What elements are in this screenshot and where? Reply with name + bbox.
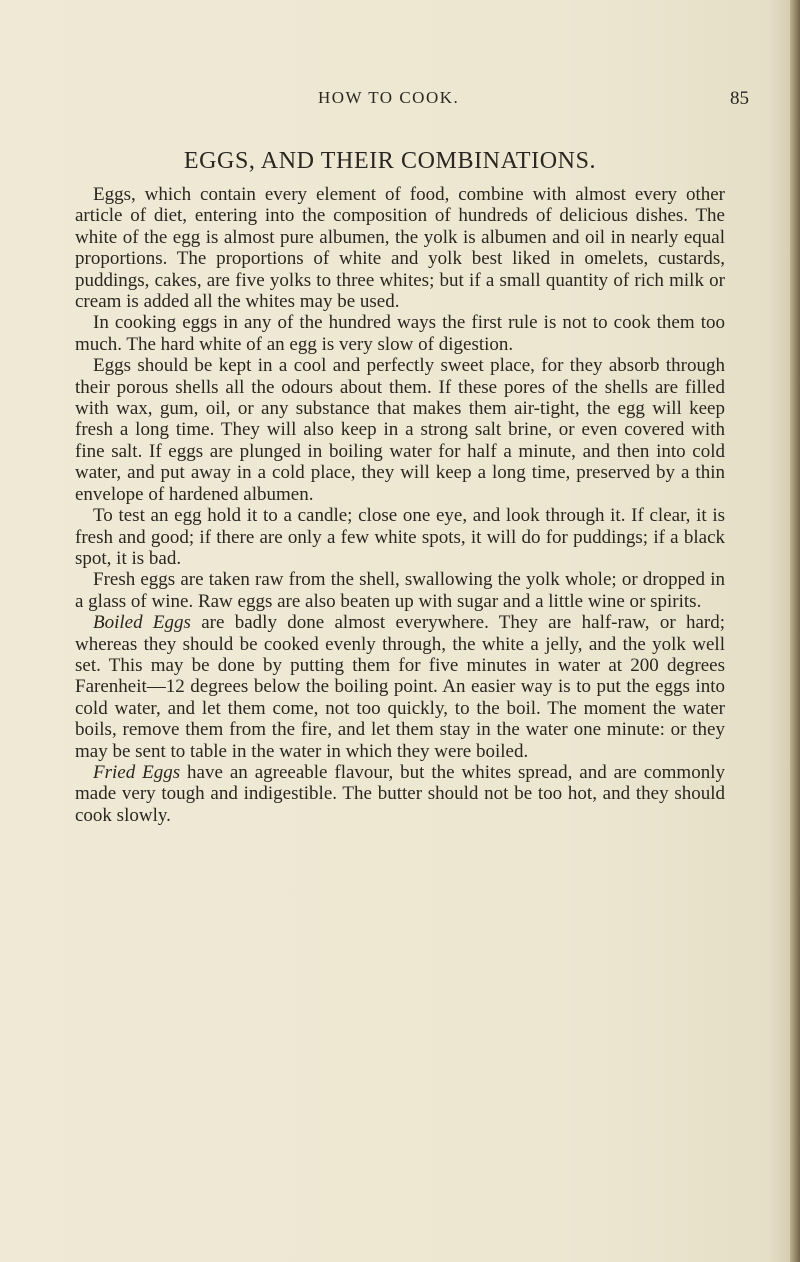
paragraph: Fresh eggs are taken raw from the shell, swallowing the yolk whole; or dropped in a glass of wine. Raw eggs are also beaten up with sugar and a little wine or spirits. [75, 569, 725, 612]
running-head [0, 88, 800, 114]
italic-lead: Fried Eggs [93, 761, 181, 783]
body-text [75, 184, 725, 826]
paragraph: In cooking eggs in any of the hundred ways the first rule is not to cook them too much. The hard white of an egg is very slow of digestion. [75, 312, 725, 355]
running-title: HOW TO COOK. [318, 88, 460, 107]
paragraph: To test an egg hold it to a candle; close one eye, and look through it. If clear, it is fresh and good; if there are only a few white spots, it will do for puddings; if a black spot, it is bad. [75, 505, 725, 569]
page-edge-shadow [790, 0, 800, 1262]
paragraph: Eggs should be kept in a cool and perfectly sweet place, for they absorb through their porous shells all the odours about them. If these pores of the shells are filled with wax, gum, oil, or any substance that makes them air-tight, the egg will keep fresh a long time. They will also keep in a strong salt brine, or even covered with fine salt. If eggs are plunged in boiling water for half a minute, and then into cold water, and put away in a cold place, they will keep a long time, preserved by a thin envelope of hardened albumen. [75, 355, 725, 505]
paragraph: Eggs, which contain every element of food, combine with almost every other article of diet, entering into the composition of hundreds of delicious dishes. The white of the egg is almost pure albumen, the yolk is albumen and oil in nearly equal proportions. The proportions of white and yolk best liked in omelets, custards, puddings, cakes, are five yolks to three whites; but if a small quantity of rich milk or cream is added all the whites may be used. [75, 184, 725, 313]
paragraph-boiled-eggs: Boiled Eggs are badly done almost everywhere. They are half-raw, or hard; whereas they should be cooked evenly through, the white a jelly, and the yolk well set. This may be done by putting them for five minutes in water at 200 degrees Farenheit—12 degrees below the boiling point. An easier way is to put the eggs into cold water, and let them come, not too quickly, to the boil. The moment the water boils, remove them from the fire, and let them stay in the water one minute: or they may be sent to table in the water in which they were boiled. [75, 612, 725, 762]
page-number: 85 [730, 88, 749, 109]
chapter-title: EGGS, AND THEIR COMBINATIONS. [183, 148, 597, 174]
italic-lead: Boiled Eggs [93, 612, 191, 634]
paragraph-fried-eggs: Fried Eggs have an agreeable flavour, but the whites spread, and are commonly made very tough and indigestible. The butter should not be too hot, and they should cook slowly. [75, 761, 725, 826]
